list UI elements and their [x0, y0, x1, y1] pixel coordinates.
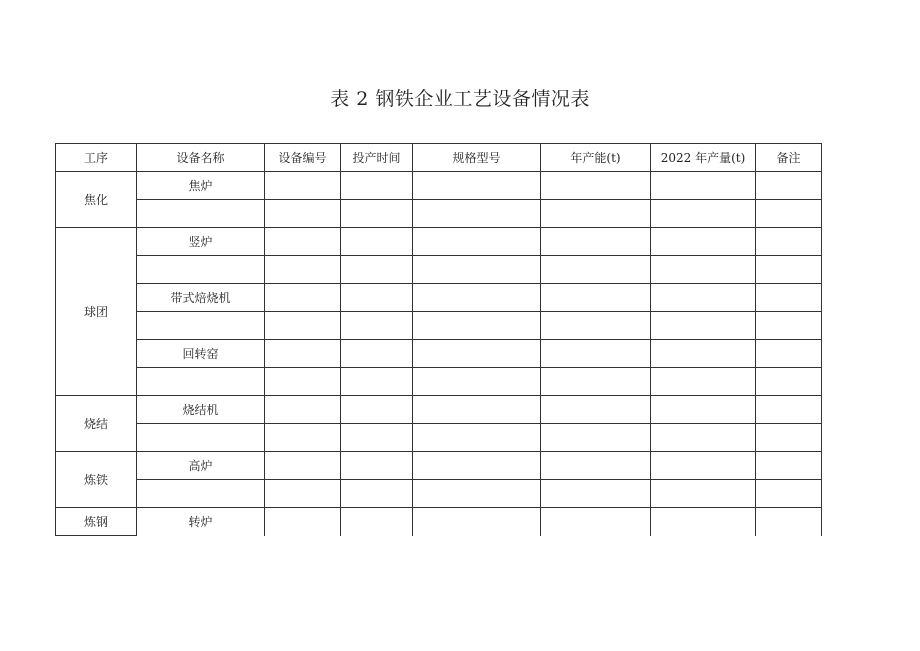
- process-cell: 球团: [56, 228, 137, 396]
- empty-cell[interactable]: [756, 228, 822, 256]
- empty-cell[interactable]: [137, 368, 265, 396]
- empty-cell[interactable]: [651, 368, 756, 396]
- table-row: [56, 368, 822, 396]
- empty-cell[interactable]: [265, 424, 341, 452]
- equipment-cell: 回转窑: [137, 340, 265, 368]
- empty-cell[interactable]: [413, 368, 541, 396]
- empty-cell[interactable]: [341, 256, 413, 284]
- empty-cell[interactable]: [137, 480, 265, 508]
- empty-cell[interactable]: [341, 396, 413, 424]
- empty-cell[interactable]: [341, 200, 413, 228]
- empty-cell[interactable]: [541, 256, 651, 284]
- empty-cell[interactable]: [265, 508, 341, 536]
- empty-cell[interactable]: [413, 340, 541, 368]
- empty-cell[interactable]: [541, 200, 651, 228]
- table-row: [56, 452, 822, 480]
- empty-cell[interactable]: [413, 228, 541, 256]
- table-row: [56, 256, 822, 284]
- table-row: [56, 284, 822, 312]
- empty-cell[interactable]: [756, 172, 822, 200]
- empty-cell[interactable]: [137, 200, 265, 228]
- empty-cell[interactable]: [341, 284, 413, 312]
- empty-cell[interactable]: [341, 480, 413, 508]
- empty-cell[interactable]: [265, 200, 341, 228]
- empty-cell[interactable]: [265, 256, 341, 284]
- empty-cell[interactable]: [341, 228, 413, 256]
- empty-cell[interactable]: [341, 340, 413, 368]
- empty-cell[interactable]: [541, 480, 651, 508]
- empty-cell[interactable]: [413, 480, 541, 508]
- equipment-cell: 转炉: [137, 508, 265, 536]
- empty-cell[interactable]: [756, 284, 822, 312]
- header-cell: 设备编号: [265, 144, 341, 172]
- equipment-cell: 竖炉: [137, 228, 265, 256]
- empty-cell[interactable]: [137, 312, 265, 340]
- empty-cell[interactable]: [541, 284, 651, 312]
- empty-cell[interactable]: [265, 396, 341, 424]
- empty-cell[interactable]: [651, 340, 756, 368]
- empty-cell[interactable]: [413, 396, 541, 424]
- empty-cell[interactable]: [413, 312, 541, 340]
- empty-cell[interactable]: [265, 452, 341, 480]
- table-row: [56, 480, 822, 508]
- empty-cell[interactable]: [651, 256, 756, 284]
- table-row: [56, 200, 822, 228]
- table-row: [56, 508, 822, 536]
- header-cell: 备注: [756, 144, 822, 172]
- empty-cell[interactable]: [413, 452, 541, 480]
- empty-cell[interactable]: [651, 200, 756, 228]
- empty-cell[interactable]: [651, 452, 756, 480]
- empty-cell[interactable]: [413, 172, 541, 200]
- table-title: 表 2 钢铁企业工艺设备情况表: [330, 88, 590, 110]
- empty-cell[interactable]: [756, 200, 822, 228]
- header-cell: 年产能(t): [541, 144, 651, 172]
- table-row: [56, 424, 822, 452]
- empty-cell[interactable]: [541, 228, 651, 256]
- empty-cell[interactable]: [413, 424, 541, 452]
- empty-cell[interactable]: [137, 256, 265, 284]
- empty-cell[interactable]: [651, 284, 756, 312]
- process-cell: 烧结: [56, 396, 137, 452]
- header-row: [56, 144, 822, 172]
- empty-cell[interactable]: [341, 312, 413, 340]
- header-cell: 设备名称: [137, 144, 265, 172]
- empty-cell[interactable]: [413, 284, 541, 312]
- table-row: [56, 340, 822, 368]
- table-row: [56, 396, 822, 424]
- empty-cell[interactable]: [265, 228, 341, 256]
- equipment-cell: 焦炉: [137, 172, 265, 200]
- empty-cell[interactable]: [756, 256, 822, 284]
- empty-cell[interactable]: [341, 508, 413, 536]
- empty-cell[interactable]: [341, 452, 413, 480]
- empty-cell[interactable]: [651, 424, 756, 452]
- empty-cell[interactable]: [541, 396, 651, 424]
- empty-cell[interactable]: [756, 368, 822, 396]
- table-row: [56, 228, 822, 256]
- empty-cell[interactable]: [265, 284, 341, 312]
- equipment-cell: 高炉: [137, 452, 265, 480]
- header-cell: 投产时间: [341, 144, 413, 172]
- empty-cell[interactable]: [756, 340, 822, 368]
- empty-cell[interactable]: [651, 508, 756, 536]
- equipment-table: [55, 143, 822, 536]
- process-cell: 焦化: [56, 172, 137, 228]
- empty-cell[interactable]: [651, 172, 756, 200]
- empty-cell[interactable]: [651, 228, 756, 256]
- empty-cell[interactable]: [265, 480, 341, 508]
- table-row: [56, 172, 822, 200]
- empty-cell[interactable]: [137, 424, 265, 452]
- empty-cell[interactable]: [651, 480, 756, 508]
- empty-cell[interactable]: [756, 312, 822, 340]
- table-row: [56, 312, 822, 340]
- empty-cell[interactable]: [756, 424, 822, 452]
- empty-cell[interactable]: [341, 368, 413, 396]
- empty-cell[interactable]: [541, 368, 651, 396]
- empty-cell[interactable]: [651, 312, 756, 340]
- empty-cell[interactable]: [265, 312, 341, 340]
- empty-cell[interactable]: [341, 172, 413, 200]
- empty-cell[interactable]: [413, 508, 541, 536]
- empty-cell[interactable]: [265, 368, 341, 396]
- process-cell: 炼钢: [56, 508, 137, 536]
- empty-cell[interactable]: [756, 480, 822, 508]
- header-cell: 工序: [56, 144, 137, 172]
- empty-cell[interactable]: [756, 452, 822, 480]
- empty-cell[interactable]: [756, 508, 822, 536]
- equipment-cell: 烧结机: [137, 396, 265, 424]
- empty-cell[interactable]: [756, 396, 822, 424]
- empty-cell[interactable]: [541, 508, 651, 536]
- empty-cell[interactable]: [413, 256, 541, 284]
- header-cell: 2022 年产量(t): [651, 144, 756, 172]
- empty-cell[interactable]: [541, 424, 651, 452]
- process-cell: 炼铁: [56, 452, 137, 508]
- empty-cell[interactable]: [265, 340, 341, 368]
- empty-cell[interactable]: [541, 452, 651, 480]
- empty-cell[interactable]: [341, 424, 413, 452]
- equipment-cell: 带式焙烧机: [137, 284, 265, 312]
- empty-cell[interactable]: [541, 312, 651, 340]
- empty-cell[interactable]: [541, 340, 651, 368]
- empty-cell[interactable]: [651, 396, 756, 424]
- empty-cell[interactable]: [541, 172, 651, 200]
- empty-cell[interactable]: [265, 172, 341, 200]
- header-cell: 规格型号: [413, 144, 541, 172]
- empty-cell[interactable]: [413, 200, 541, 228]
